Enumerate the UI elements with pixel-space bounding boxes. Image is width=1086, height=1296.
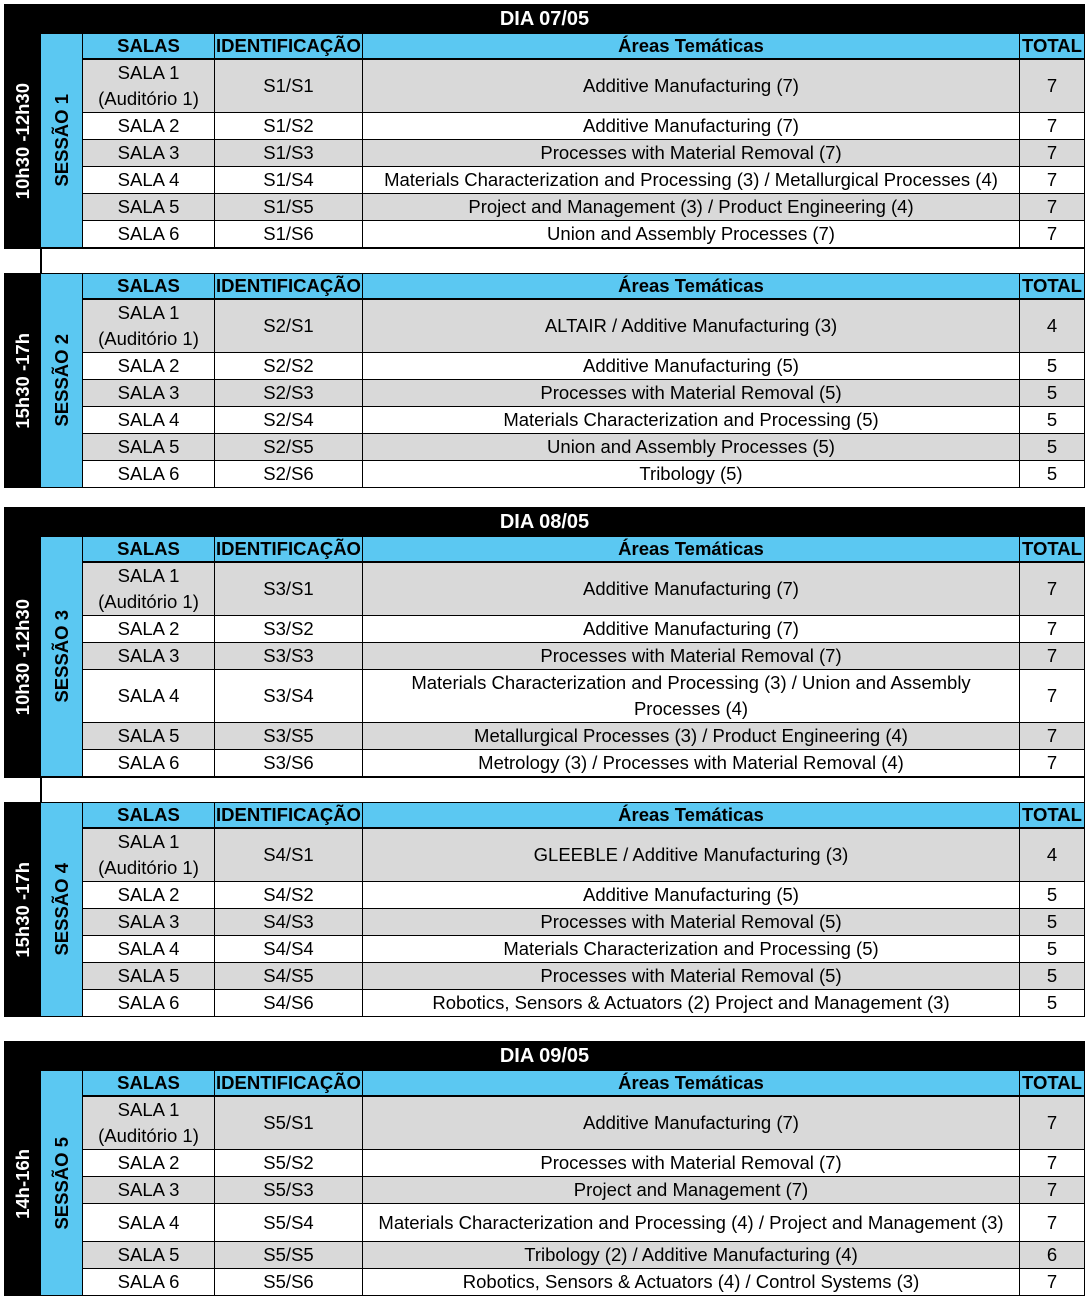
header-total: TOTAL [1020,34,1085,60]
session-time [4,537,41,777]
header-identificacao: IDENTIFICAÇÃO [215,1071,363,1097]
day-title: DIA 08/05 [4,507,1085,537]
room-cell: SALA 2 [83,113,215,140]
room-cell: SALA 5 [83,723,215,750]
id-cell: S5/S4 [215,1204,363,1242]
id-cell: S4/S6 [215,990,363,1017]
areas-cell: Robotics, Sensors & Actuators (2) Project and Management (3) [363,990,1020,1017]
areas-cell: Additive Manufacturing (7) [363,60,1020,113]
areas-cell: Robotics, Sensors & Actuators (4) / Control Systems (3) [363,1269,1020,1296]
id-cell: S5/S3 [215,1177,363,1204]
room-cell: SALA 4 [83,407,215,434]
room-cell: SALA 1 (Auditório 1) [83,1097,215,1150]
total-cell: 5 [1020,963,1085,990]
session-label [41,803,83,1017]
id-cell: S1/S3 [215,140,363,167]
room-cell: SALA 5 [83,963,215,990]
total-cell: 4 [1020,300,1085,353]
areas-cell: Project and Management (7) [363,1177,1020,1204]
id-cell: S3/S5 [215,723,363,750]
id-cell: S2/S4 [215,407,363,434]
areas-cell: Union and Assembly Processes (7) [363,221,1020,248]
room-cell: SALA 4 [83,670,215,723]
header-identificacao: IDENTIFICAÇÃO [215,274,363,300]
room-cell: SALA 3 [83,909,215,936]
total-cell: 7 [1020,750,1085,777]
id-cell: S2/S6 [215,461,363,488]
day-block [4,4,1085,488]
room-cell: SALA 3 [83,380,215,407]
total-cell: 5 [1020,407,1085,434]
total-cell: 5 [1020,380,1085,407]
areas-cell: Materials Characterization and Processing (3) / Union and Assembly Processes (4) [363,670,1020,723]
session-time-label: 14h-16h [11,1148,33,1219]
id-cell: S3/S6 [215,750,363,777]
total-cell: 7 [1020,563,1085,616]
id-cell: S3/S3 [215,643,363,670]
id-cell: S4/S4 [215,936,363,963]
room-cell: SALA 3 [83,140,215,167]
header-salas: SALAS [83,803,215,829]
room-cell: SALA 1 (Auditório 1) [83,563,215,616]
areas-cell: Materials Characterization and Processing (5) [363,407,1020,434]
total-cell: 5 [1020,461,1085,488]
total-cell: 7 [1020,60,1085,113]
session-label [41,537,83,777]
id-cell: S4/S1 [215,829,363,882]
header-total: TOTAL [1020,1071,1085,1097]
areas-cell: Additive Manufacturing (7) [363,1097,1020,1150]
total-cell: 5 [1020,990,1085,1017]
total-cell: 7 [1020,670,1085,723]
areas-cell: Additive Manufacturing (5) [363,353,1020,380]
room-cell: SALA 2 [83,1150,215,1177]
id-cell: S3/S2 [215,616,363,643]
total-cell: 7 [1020,1177,1085,1204]
session-grid [4,34,1085,488]
areas-cell: Processes with Material Removal (5) [363,380,1020,407]
id-cell: S1/S2 [215,113,363,140]
header-areas: Áreas Temáticas [363,803,1020,829]
room-cell: SALA 6 [83,1269,215,1296]
total-cell: 7 [1020,221,1085,248]
room-cell: SALA 3 [83,643,215,670]
total-cell: 5 [1020,882,1085,909]
spacer-cell [4,777,41,803]
spacer-cell [4,248,41,274]
total-cell: 7 [1020,167,1085,194]
session-time [4,34,41,248]
areas-cell: Additive Manufacturing (5) [363,882,1020,909]
areas-cell: Project and Management (3) / Product Engineering (4) [363,194,1020,221]
spacer-cell [41,777,1085,803]
id-cell: S2/S5 [215,434,363,461]
areas-cell: Metrology (3) / Processes with Material Removal (4) [363,750,1020,777]
id-cell: S4/S5 [215,963,363,990]
room-cell: SALA 5 [83,1242,215,1269]
room-cell: SALA 1 (Auditório 1) [83,829,215,882]
id-cell: S1/S5 [215,194,363,221]
total-cell: 7 [1020,113,1085,140]
areas-cell: Union and Assembly Processes (5) [363,434,1020,461]
total-cell: 5 [1020,434,1085,461]
areas-cell: GLEEBLE / Additive Manufacturing (3) [363,829,1020,882]
id-cell: S5/S1 [215,1097,363,1150]
header-identificacao: IDENTIFICAÇÃO [215,34,363,60]
room-cell: SALA 2 [83,616,215,643]
room-cell: SALA 1 (Auditório 1) [83,60,215,113]
header-identificacao: IDENTIFICAÇÃO [215,537,363,563]
areas-cell: Processes with Material Removal (7) [363,1150,1020,1177]
day-title: DIA 09/05 [4,1041,1085,1071]
id-cell: S1/S1 [215,60,363,113]
day-block [4,1041,1085,1296]
total-cell: 4 [1020,829,1085,882]
id-cell: S4/S2 [215,882,363,909]
id-cell: S4/S3 [215,909,363,936]
total-cell: 5 [1020,909,1085,936]
id-cell: S2/S3 [215,380,363,407]
areas-cell: Tribology (5) [363,461,1020,488]
areas-cell: Materials Characterization and Processing (3) / Metallurgical Processes (4) [363,167,1020,194]
id-cell: S1/S4 [215,167,363,194]
session-label [41,34,83,248]
total-cell: 7 [1020,1097,1085,1150]
session-grid [4,1071,1085,1296]
header-areas: Áreas Temáticas [363,1071,1020,1097]
room-cell: SALA 5 [83,194,215,221]
total-cell: 7 [1020,194,1085,221]
total-cell: 6 [1020,1242,1085,1269]
id-cell: S5/S2 [215,1150,363,1177]
total-cell: 7 [1020,140,1085,167]
room-cell: SALA 2 [83,882,215,909]
session-time-label: 15h30 -17h [11,862,33,958]
session-time [4,1071,41,1296]
areas-cell: Materials Characterization and Processing (5) [363,936,1020,963]
header-salas: SALAS [83,34,215,60]
id-cell: S2/S2 [215,353,363,380]
day-title: DIA 07/05 [4,4,1085,34]
header-identificacao: IDENTIFICAÇÃO [215,803,363,829]
session-label-text: SESSÃO 2 [50,334,72,427]
session-time [4,803,41,1017]
areas-cell: Metallurgical Processes (3) / Product Engineering (4) [363,723,1020,750]
total-cell: 7 [1020,1150,1085,1177]
header-salas: SALAS [83,1071,215,1097]
room-cell: SALA 1 (Auditório 1) [83,300,215,353]
id-cell: S1/S6 [215,221,363,248]
areas-cell: Materials Characterization and Processing (4) / Project and Management (3) [363,1204,1020,1242]
day-block [4,507,1085,1017]
spacer-cell [41,248,1085,274]
header-salas: SALAS [83,274,215,300]
total-cell: 7 [1020,643,1085,670]
session-label [41,1071,83,1296]
room-cell: SALA 4 [83,936,215,963]
total-cell: 5 [1020,353,1085,380]
room-cell: SALA 4 [83,1204,215,1242]
areas-cell: Tribology (2) / Additive Manufacturing (4) [363,1242,1020,1269]
header-salas: SALAS [83,537,215,563]
session-time [4,274,41,488]
session-label-text: SESSÃO 1 [50,94,72,187]
header-areas: Áreas Temáticas [363,537,1020,563]
id-cell: S3/S1 [215,563,363,616]
total-cell: 7 [1020,1204,1085,1242]
areas-cell: Additive Manufacturing (7) [363,113,1020,140]
session-grid [4,537,1085,1017]
areas-cell: ALTAIR / Additive Manufacturing (3) [363,300,1020,353]
room-cell: SALA 5 [83,434,215,461]
session-label [41,274,83,488]
areas-cell: Processes with Material Removal (7) [363,140,1020,167]
room-cell: SALA 6 [83,990,215,1017]
areas-cell: Processes with Material Removal (7) [363,643,1020,670]
room-cell: SALA 6 [83,461,215,488]
total-cell: 5 [1020,936,1085,963]
areas-cell: Processes with Material Removal (5) [363,909,1020,936]
session-label-text: SESSÃO 5 [50,1136,72,1230]
areas-cell: Additive Manufacturing (7) [363,563,1020,616]
total-cell: 7 [1020,616,1085,643]
room-cell: SALA 3 [83,1177,215,1204]
header-areas: Áreas Temáticas [363,274,1020,300]
room-cell: SALA 4 [83,167,215,194]
session-time-label: 10h30 -12h30 [11,598,33,716]
session-time-label: 10h30 -12h30 [11,82,33,200]
header-total: TOTAL [1020,274,1085,300]
id-cell: S5/S5 [215,1242,363,1269]
id-cell: S3/S4 [215,670,363,723]
room-cell: SALA 2 [83,353,215,380]
header-total: TOTAL [1020,537,1085,563]
session-label-text: SESSÃO 3 [50,610,72,703]
total-cell: 7 [1020,1269,1085,1296]
areas-cell: Additive Manufacturing (7) [363,616,1020,643]
header-areas: Áreas Temáticas [363,34,1020,60]
total-cell: 7 [1020,723,1085,750]
session-label-text: SESSÃO 4 [50,863,72,956]
room-cell: SALA 6 [83,750,215,777]
id-cell: S2/S1 [215,300,363,353]
session-time-label: 15h30 -17h [11,333,33,429]
header-total: TOTAL [1020,803,1085,829]
areas-cell: Processes with Material Removal (5) [363,963,1020,990]
room-cell: SALA 6 [83,221,215,248]
id-cell: S5/S6 [215,1269,363,1296]
